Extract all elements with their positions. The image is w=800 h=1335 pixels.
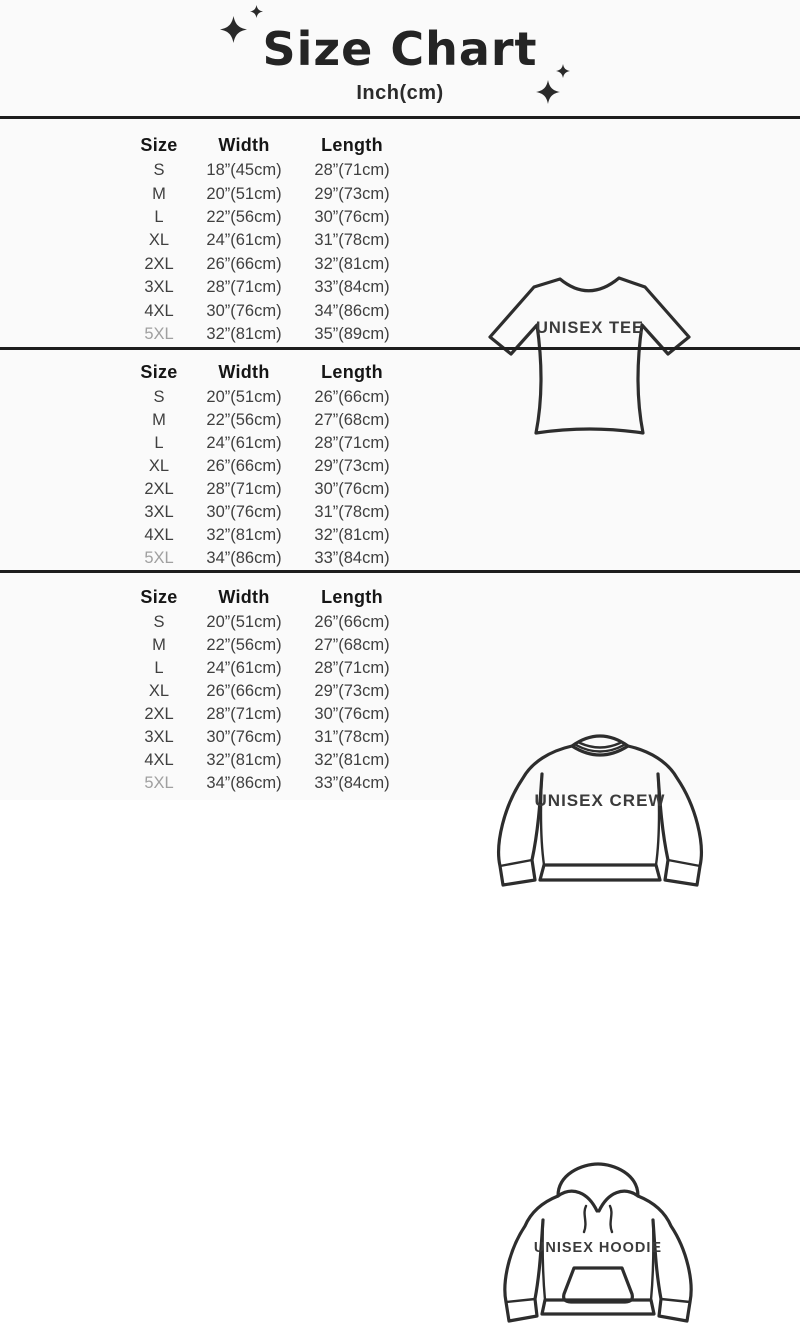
- cell-size: XL: [148, 457, 170, 475]
- table-row: [126, 386, 408, 409]
- cell-length: 26”(66cm): [314, 388, 390, 406]
- cell-width: 26”(66cm): [206, 254, 282, 273]
- cell-length: 26”(66cm): [314, 613, 390, 631]
- cell-size: 4XL: [144, 301, 174, 320]
- table-row: [126, 749, 408, 772]
- hoodie-section: [0, 570, 800, 1256]
- table-row: [126, 253, 408, 276]
- table-row: [126, 432, 408, 455]
- cell-length: 33”(84cm): [314, 549, 390, 567]
- cell-size: 3XL: [144, 278, 174, 297]
- cell-length: 27”(68cm): [314, 636, 390, 654]
- cell-length: 32”(81cm): [314, 751, 390, 769]
- table-row: [126, 547, 408, 570]
- cell-width: 22”(56cm): [206, 411, 282, 429]
- cell-size: XL: [148, 682, 170, 700]
- cell-length: 33”(84cm): [314, 278, 390, 297]
- col-header-size: Size: [140, 586, 178, 607]
- col-header-length: Length: [321, 586, 383, 607]
- table-body: [126, 159, 408, 346]
- cell-size: 5XL: [144, 324, 174, 343]
- cell-length: 29”(73cm): [314, 184, 390, 203]
- cell-length: 30”(76cm): [314, 480, 390, 498]
- cell-size: 4XL: [144, 526, 174, 544]
- cell-length: 28”(71cm): [314, 161, 390, 180]
- garment-label: UNISEX HOODIE: [533, 1240, 663, 1256]
- table-row: [126, 182, 408, 205]
- cell-size: S: [153, 613, 165, 631]
- cell-length: 31”(78cm): [314, 231, 390, 250]
- crew-hem-band: [540, 865, 660, 880]
- cell-width: 26”(66cm): [206, 457, 282, 475]
- cell-size: L: [154, 659, 164, 677]
- table-row: [126, 703, 408, 726]
- sparkle-icon: [250, 5, 263, 18]
- tee-size-table: [126, 131, 408, 346]
- cell-size: L: [154, 434, 164, 452]
- cell-size: M: [152, 636, 166, 654]
- hoodie-illustration: [498, 1160, 698, 1335]
- table-row: [126, 478, 408, 501]
- cell-size: 5XL: [144, 549, 174, 567]
- table-row: [126, 159, 408, 182]
- table-row: [126, 611, 408, 634]
- table-header-row: [126, 358, 408, 386]
- garment-label: UNISEX CREW: [534, 791, 666, 810]
- cell-width: 28”(71cm): [206, 278, 282, 297]
- cell-length: 30”(76cm): [314, 207, 390, 226]
- cell-size: M: [152, 411, 166, 429]
- cell-width: 34”(86cm): [206, 774, 282, 792]
- cell-size: 3XL: [144, 503, 174, 521]
- cell-size: 5XL: [144, 774, 174, 792]
- table-row: [126, 726, 408, 749]
- cell-length: 27”(68cm): [314, 411, 390, 429]
- table-row: [126, 455, 408, 478]
- cell-length: 32”(81cm): [314, 254, 390, 273]
- table-row: [126, 634, 408, 657]
- units-subtitle: Inch(cm): [356, 82, 444, 104]
- cell-length: 33”(84cm): [314, 774, 390, 792]
- table-row: [126, 323, 408, 346]
- table-row: [126, 206, 408, 229]
- cell-width: 20”(51cm): [206, 184, 282, 203]
- table-header-row: [126, 131, 408, 159]
- cell-length: 29”(73cm): [314, 682, 390, 700]
- hoodie-hood: [558, 1164, 638, 1211]
- cell-size: 4XL: [144, 751, 174, 769]
- cell-size: XL: [148, 231, 170, 250]
- col-header-length: Length: [321, 361, 383, 382]
- table-body: [126, 611, 408, 795]
- cell-length: 31”(78cm): [314, 728, 390, 746]
- cell-width: 20”(51cm): [206, 613, 282, 631]
- garment-label: UNISEX TEE: [535, 319, 645, 337]
- crew-section: [0, 347, 800, 810]
- col-header-length: Length: [321, 134, 383, 155]
- table-row: [126, 772, 408, 795]
- col-header-size: Size: [140, 361, 178, 382]
- col-header-width: Width: [218, 134, 270, 155]
- table-row: [126, 409, 408, 432]
- hoodie-drawing: [498, 1160, 698, 1335]
- table-row: [126, 657, 408, 680]
- table-row: [126, 524, 408, 547]
- cell-width: 18”(45cm): [206, 161, 282, 180]
- cell-length: 32”(81cm): [314, 526, 390, 544]
- col-header-size: Size: [140, 134, 178, 155]
- cell-size: 3XL: [144, 728, 174, 746]
- cell-size: 2XL: [144, 254, 174, 273]
- cell-width: 32”(81cm): [206, 751, 282, 769]
- sparkle-icon: [556, 64, 570, 78]
- table-row: [126, 680, 408, 703]
- cell-width: 34”(86cm): [206, 549, 282, 567]
- cell-width: 26”(66cm): [206, 682, 282, 700]
- table-header-row: [126, 583, 408, 611]
- tee-section: [0, 116, 800, 347]
- crew-size-table: [126, 358, 408, 570]
- col-header-width: Width: [218, 361, 270, 382]
- cell-width: 22”(56cm): [206, 636, 282, 654]
- cell-length: 35”(89cm): [314, 324, 390, 343]
- cell-length: 30”(76cm): [314, 705, 390, 723]
- cell-width: 22”(56cm): [206, 207, 282, 226]
- cell-width: 32”(81cm): [206, 526, 282, 544]
- cell-width: 30”(76cm): [206, 503, 282, 521]
- cell-size: M: [152, 184, 166, 203]
- cell-length: 28”(71cm): [314, 659, 390, 677]
- cell-width: 20”(51cm): [206, 388, 282, 406]
- table-body: [126, 386, 408, 570]
- cell-length: 28”(71cm): [314, 434, 390, 452]
- table-row: [126, 299, 408, 322]
- cell-width: 24”(61cm): [206, 659, 282, 677]
- cell-width: 28”(71cm): [206, 480, 282, 498]
- cell-size: S: [153, 161, 165, 180]
- cell-size: 2XL: [144, 705, 174, 723]
- hoodie-size-table: [126, 583, 408, 795]
- page-title: Size Chart: [262, 22, 538, 76]
- cell-width: 24”(61cm): [206, 434, 282, 452]
- cell-width: 28”(71cm): [206, 705, 282, 723]
- cell-length: 34”(86cm): [314, 301, 390, 320]
- hoodie-pocket: [564, 1268, 633, 1302]
- col-header-width: Width: [218, 586, 270, 607]
- cell-size: S: [153, 388, 165, 406]
- cell-length: 29”(73cm): [314, 457, 390, 475]
- cell-width: 30”(76cm): [206, 728, 282, 746]
- cell-size: 2XL: [144, 480, 174, 498]
- cell-width: 24”(61cm): [206, 231, 282, 250]
- table-row: [126, 276, 408, 299]
- table-row: [126, 501, 408, 524]
- table-row: [126, 229, 408, 252]
- cell-width: 30”(76cm): [206, 301, 282, 320]
- cell-size: L: [154, 207, 164, 226]
- hoodie-side-seams: [543, 1220, 654, 1300]
- cell-length: 31”(78cm): [314, 503, 390, 521]
- cell-width: 32”(81cm): [206, 324, 282, 343]
